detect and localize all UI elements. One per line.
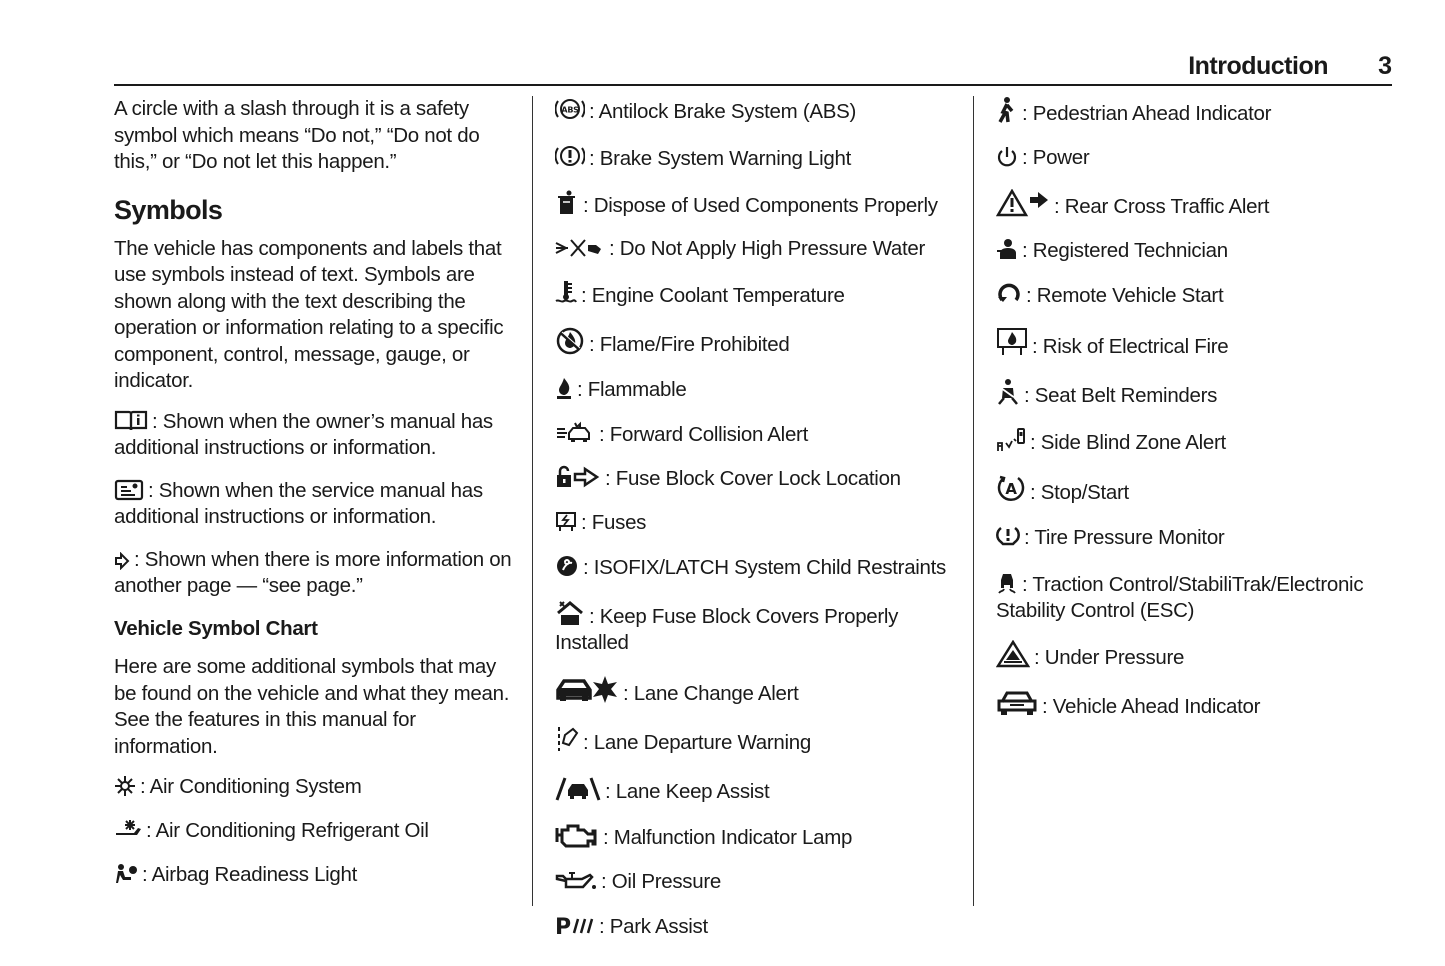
item-label: : Brake System Warning Light [589,146,852,170]
symbol-item [114,774,516,801]
no-pressure-water-icon [555,237,605,259]
item-label: : Lane Change Alert [623,682,799,706]
item-label: : Vehicle Ahead Indicator [1042,694,1261,718]
symbol-item [996,378,1392,410]
item-label: : Oil Pressure [601,870,721,894]
symbol-item [996,473,1392,507]
column-divider [532,96,533,906]
engine-icon [555,822,599,848]
symbol-item [996,145,1392,172]
symbol-item [114,862,516,889]
item-label: : Malfunction Indicator Lamp [603,826,853,850]
symbol-item [996,237,1392,265]
vehicle-symbol-chart-heading: Vehicle Symbol Chart [114,616,318,640]
traction-control-icon [996,569,1018,595]
service-manual-note [114,478,516,531]
symbol-item [996,689,1392,721]
airbag-icon [114,863,138,885]
middle-column [555,96,960,958]
svg-text:P: P [555,915,571,938]
owners-manual-note [114,409,516,462]
symbols-paragraph: The vehicle has components and labels that use symbols instead of text. Symbols are shown along with the text describing the operation or information relating to a specific component, control, message, gauge, or indicator. [114,236,504,392]
item-label: : Flammable [577,377,687,401]
arrow-right-icon [114,552,130,570]
symbol-item [555,190,960,220]
item-label: : Power [1022,145,1090,169]
power-icon [996,146,1018,168]
ac-oil-icon [114,819,142,841]
service-manual-text: : Shown when the service manual has additional instructions or information. [114,478,483,528]
item-label: : Dispose of Used Components Properly [583,193,938,217]
symbol-item [555,96,960,126]
left-column [114,96,516,905]
item-label: : Airbag Readiness Light [142,862,358,886]
symbol-item [996,189,1392,221]
item-label: : Fuses [581,511,647,535]
svg-text:A: A [1005,480,1017,499]
park-assist-icon [555,913,595,937]
owners-manual-text: : Shown when the owner’s manual has additional instructions or information. [114,409,493,459]
item-label: : Stop/Start [1030,481,1129,505]
symbol-item [996,569,1392,625]
remote-start-icon [996,282,1022,306]
symbol-item [555,465,960,493]
item-label: : Flame/Fire Prohibited [589,332,790,356]
oil-can-icon [555,870,597,892]
item-label: : Air Conditioning System [140,775,362,798]
abs-icon [555,96,585,122]
symbol-item [555,725,960,757]
fuse-icon [555,511,577,533]
fuse-lock-icon [555,465,601,489]
forward-collision-icon [555,421,595,445]
symbol-item [555,869,960,896]
symbol-item [114,818,516,845]
no-flame-icon [555,327,585,355]
symbol-item [555,280,960,310]
seat-belt-icon [996,378,1020,406]
lane-keep-icon [555,774,601,802]
intro-paragraph: A circle with a slash through it is a safety symbol which means “Do not,” “Do not do this,” or “Do not let this happen.” [114,97,480,173]
item-label: : Side Blind Zone Alert [1030,430,1226,454]
item-label: : Pedestrian Ahead Indicator [1022,102,1272,125]
symbol-item [996,96,1392,128]
item-label: : Forward Collision Alert [599,422,808,446]
svg-text:ABS: ABS [561,105,579,115]
symbol-item [555,913,960,941]
symbol-item [996,640,1392,672]
symbol-item [996,282,1392,310]
vehicle-ahead-icon [996,689,1038,717]
blind-zone-icon [996,427,1026,453]
tire-pressure-icon [996,524,1020,548]
see-page-text: : Shown when there is more information on another page — “see page.” [114,547,512,597]
technician-icon [996,237,1018,261]
symbol-item [555,143,960,173]
symbol-item [555,236,960,263]
item-label: : Registered Technician [1022,239,1228,263]
lane-change-icon [555,674,619,704]
brake-warning-icon [555,143,585,169]
under-pressure-icon [996,640,1030,668]
symbol-item [996,524,1392,552]
column-divider [973,96,974,906]
section-title: Introduction [1188,52,1328,80]
stop-start-icon [996,473,1026,503]
symbol-item [555,421,960,449]
symbol-item [555,510,960,537]
fuse-cover-icon [555,599,585,627]
dispose-icon [555,190,579,216]
item-label: : Rear Cross Traffic Alert [1054,194,1270,218]
item-label: : Lane Departure Warning [583,730,811,754]
flame-icon [555,376,573,400]
symbol-item [555,774,960,806]
rear-cross-traffic-icon [996,189,1050,217]
item-label: : Keep Fuse Block Covers Properly Installed [555,604,899,655]
symbol-item [996,427,1392,457]
item-label: : Tire Pressure Monitor [1024,526,1225,550]
symbol-item [555,674,960,708]
symbol-item [996,327,1392,361]
item-label: : Air Conditioning Refrigerant Oil [146,818,429,842]
coolant-temp-icon [555,280,577,306]
item-label: : Lane Keep Assist [605,779,770,803]
symbol-item [555,327,960,359]
item-label: : Fuse Block Cover Lock Location [605,467,901,491]
page-number: 3 [1378,52,1392,80]
chart-intro-paragraph: Here are some additional symbols that may be found on the vehicle and what they mean. See the features in this manual for information. [114,655,510,758]
see-page-note [114,547,516,600]
symbols-heading: Symbols [114,194,223,225]
page-header [114,50,1392,86]
item-label: : Traction Control/StabiliTrak/Electronic Stability Control (ESC) [996,572,1364,623]
item-label: : Engine Coolant Temperature [581,284,845,308]
electrical-fire-icon [996,327,1028,357]
service-manual-icon [114,479,144,501]
lane-departure-icon [555,725,579,753]
pedestrian-icon [996,96,1018,124]
symbol-item [555,599,960,657]
item-label: : Under Pressure [1034,645,1185,669]
right-column [996,96,1392,738]
item-label: : Remote Vehicle Start [1026,284,1224,308]
child-seat-icon [555,554,579,578]
item-label: : Do Not Apply High Pressure Water [609,237,926,261]
item-label: : ISOFIX/LATCH System Child Restraints [583,555,947,579]
symbol-item [555,376,960,404]
snowflake-icon [114,775,136,797]
symbol-item [555,554,960,582]
item-label: : Park Assist [599,915,708,939]
book-icon [114,410,148,432]
symbol-item [555,822,960,852]
item-label: : Antilock Brake System (ABS) [589,100,856,123]
item-label: : Seat Belt Reminders [1024,383,1218,407]
item-label: : Risk of Electrical Fire [1032,334,1229,358]
